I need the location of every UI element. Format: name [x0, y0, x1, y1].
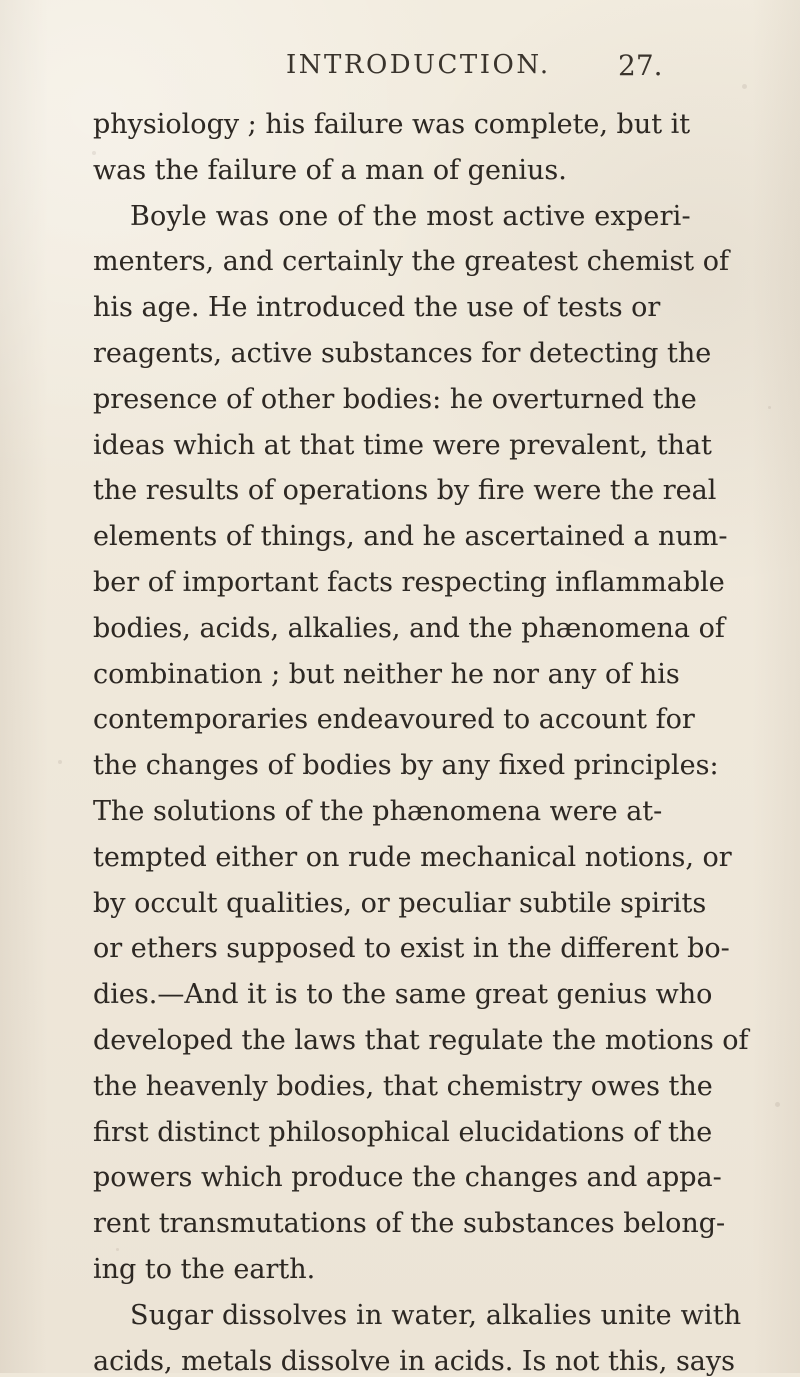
text-line: combination ; but neither he nor any of his	[93, 658, 680, 690]
text-line: the heavenly bodies, that chemistry owes the	[93, 1070, 713, 1102]
text-line: elements of things, and he ascertained a num-	[93, 521, 728, 553]
text-line: his age. He introduced the use of tests or	[93, 292, 661, 324]
running-head: INTRODUCTION.	[286, 50, 551, 80]
page-number: 27.	[618, 49, 663, 82]
text-line: first distinct philosophical elucidations of the	[93, 1116, 713, 1148]
text-line: acids, metals dissolve in acids. Is not this, says	[93, 1345, 736, 1377]
text-line: or ethers supposed to exist in the different bo-	[93, 933, 730, 965]
text-line: rent transmutations of the substances belong-	[93, 1208, 726, 1240]
text-line: tempted either on rude mechanical notions, or	[93, 841, 732, 873]
text-line: by occult qualities, or peculiar subtile spirits	[93, 887, 707, 919]
text-line: the results of operations by fire were the real	[93, 475, 717, 507]
text-line: presence of other bodies: he overturned the	[93, 383, 697, 415]
text-line: physiology ; his failure was complete, but it	[93, 109, 691, 140]
text-line: ideas which at that time were prevalent, that	[93, 429, 712, 461]
text-line: menters, and certainly the greatest chemist of	[93, 246, 729, 278]
text-line: ber of important facts respecting inflammable	[93, 567, 725, 598]
text-line: The solutions of the phænomena were at-	[93, 796, 663, 827]
text-line: powers which produce the changes and appa-	[93, 1162, 722, 1194]
text-line: was the failure of a man of genius.	[93, 154, 567, 186]
text-line: Boyle was one of the most active experi-	[130, 200, 691, 232]
text-line: developed the laws that regulate the motions of	[93, 1025, 749, 1056]
text-line: bodies, acids, alkalies, and the phænomena of	[93, 612, 725, 644]
text-line: ing to the earth.	[93, 1254, 316, 1285]
text-line: contemporaries endeavoured to account for	[93, 704, 695, 736]
text-line: Sugar dissolves in water, alkalies unite with	[130, 1299, 742, 1331]
text-line: dies.—And it is to the same great genius who	[93, 979, 713, 1011]
text-line: the changes of bodies by any fixed principles:	[93, 750, 719, 782]
text-line: reagents, active substances for detecting the	[93, 338, 712, 369]
